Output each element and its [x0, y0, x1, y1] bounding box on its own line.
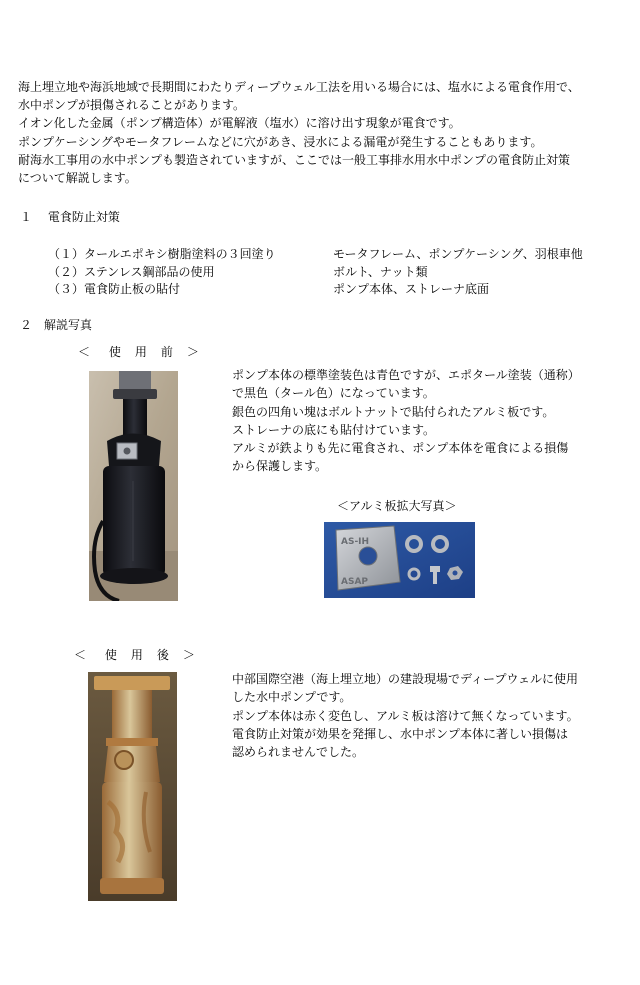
before-caption: ＜ 使 用 前 ＞ — [78, 345, 200, 359]
description-line: 認められませんでした。 — [232, 745, 365, 760]
description-line: ポンプ本体の標準塗装色は青色ですが、エポタール塗装（通称） — [232, 368, 580, 382]
before-description — [232, 366, 580, 476]
measure-target: ボルト、ナット類 — [333, 264, 428, 279]
measure-row — [48, 281, 583, 299]
section-1-heading: １ 電食防止対策 — [20, 210, 120, 224]
description-line: 中部国際空港（海上埋立地）の建設現場でディープウェルに使用 — [232, 672, 578, 686]
description-line: から保護します。 — [232, 459, 328, 474]
plate-embossed-text-bottom: ASAP — [341, 577, 369, 587]
intro-line: ポンプケーシングやモータフレームなどに穴があき、浸水による漏電が発生することもあります。 — [18, 134, 543, 149]
after-caption: ＜ 使 用 後 ＞ — [74, 648, 196, 662]
description-line: で黒色（タール色）になっています。 — [232, 386, 435, 401]
after-description — [232, 670, 579, 761]
description-line: 電食防止対策が効果を発揮し、水中ポンプ本体に著しい損傷は — [232, 726, 569, 741]
pump-before-photo — [89, 371, 178, 601]
measure-target: モータフレーム、ポンプケーシング、羽根車他 — [333, 247, 583, 261]
measure-row — [48, 246, 583, 264]
measures-list — [48, 246, 583, 299]
aluminum-plate-photo — [324, 522, 475, 598]
measure-method: （２）ステンレス鋼部品の使用 — [48, 264, 215, 279]
intro-line: 海上埋立地や海浜地域で長期間にわたりディープウェル工法を用いる場合には、塩水による電食作用で、 — [18, 80, 580, 94]
measure-method: （１）タールエポキシ樹脂塗料の３回塗り — [48, 247, 276, 261]
description-line: アルミが鉄よりも先に電食され、ポンプ本体を電食による損傷 — [232, 441, 569, 456]
section-2-heading: ２ 解説写真 — [20, 318, 93, 332]
description-line: ポンプ本体は赤く変色し、アルミ板は溶けて無くなっています。 — [232, 708, 579, 723]
intro-line: について解説します。 — [18, 170, 137, 185]
pump-after-photo — [88, 672, 177, 901]
intro-line: 耐海水工事用の水中ポンプも製造されていますが、ここでは一般工事排水用水中ポンプの電食防止対策 — [18, 152, 571, 167]
intro-line: イオン化した金属（ポンプ構造体）が電解液（塩水）に溶け出す現象が電食です。 — [18, 116, 461, 131]
description-line: ストレーナの底にも貼付けています。 — [232, 422, 436, 437]
aluminum-plate-caption: ＜アルミ板拡大写真＞ — [337, 499, 457, 513]
description-line: 銀色の四角い塊はボルトナットで貼付られたアルミ板です。 — [232, 404, 555, 419]
measure-row — [48, 264, 583, 282]
description-line: した水中ポンプです。 — [232, 690, 352, 705]
measure-method: （３）電食防止板の貼付 — [48, 282, 181, 296]
intro-paragraph — [18, 78, 580, 187]
measure-target: ポンプ本体、ストレーナ底面 — [333, 282, 490, 296]
intro-line: 水中ポンプが損傷されることがあります。 — [18, 98, 246, 113]
plate-embossed-text-top: AS-IH — [341, 537, 370, 547]
